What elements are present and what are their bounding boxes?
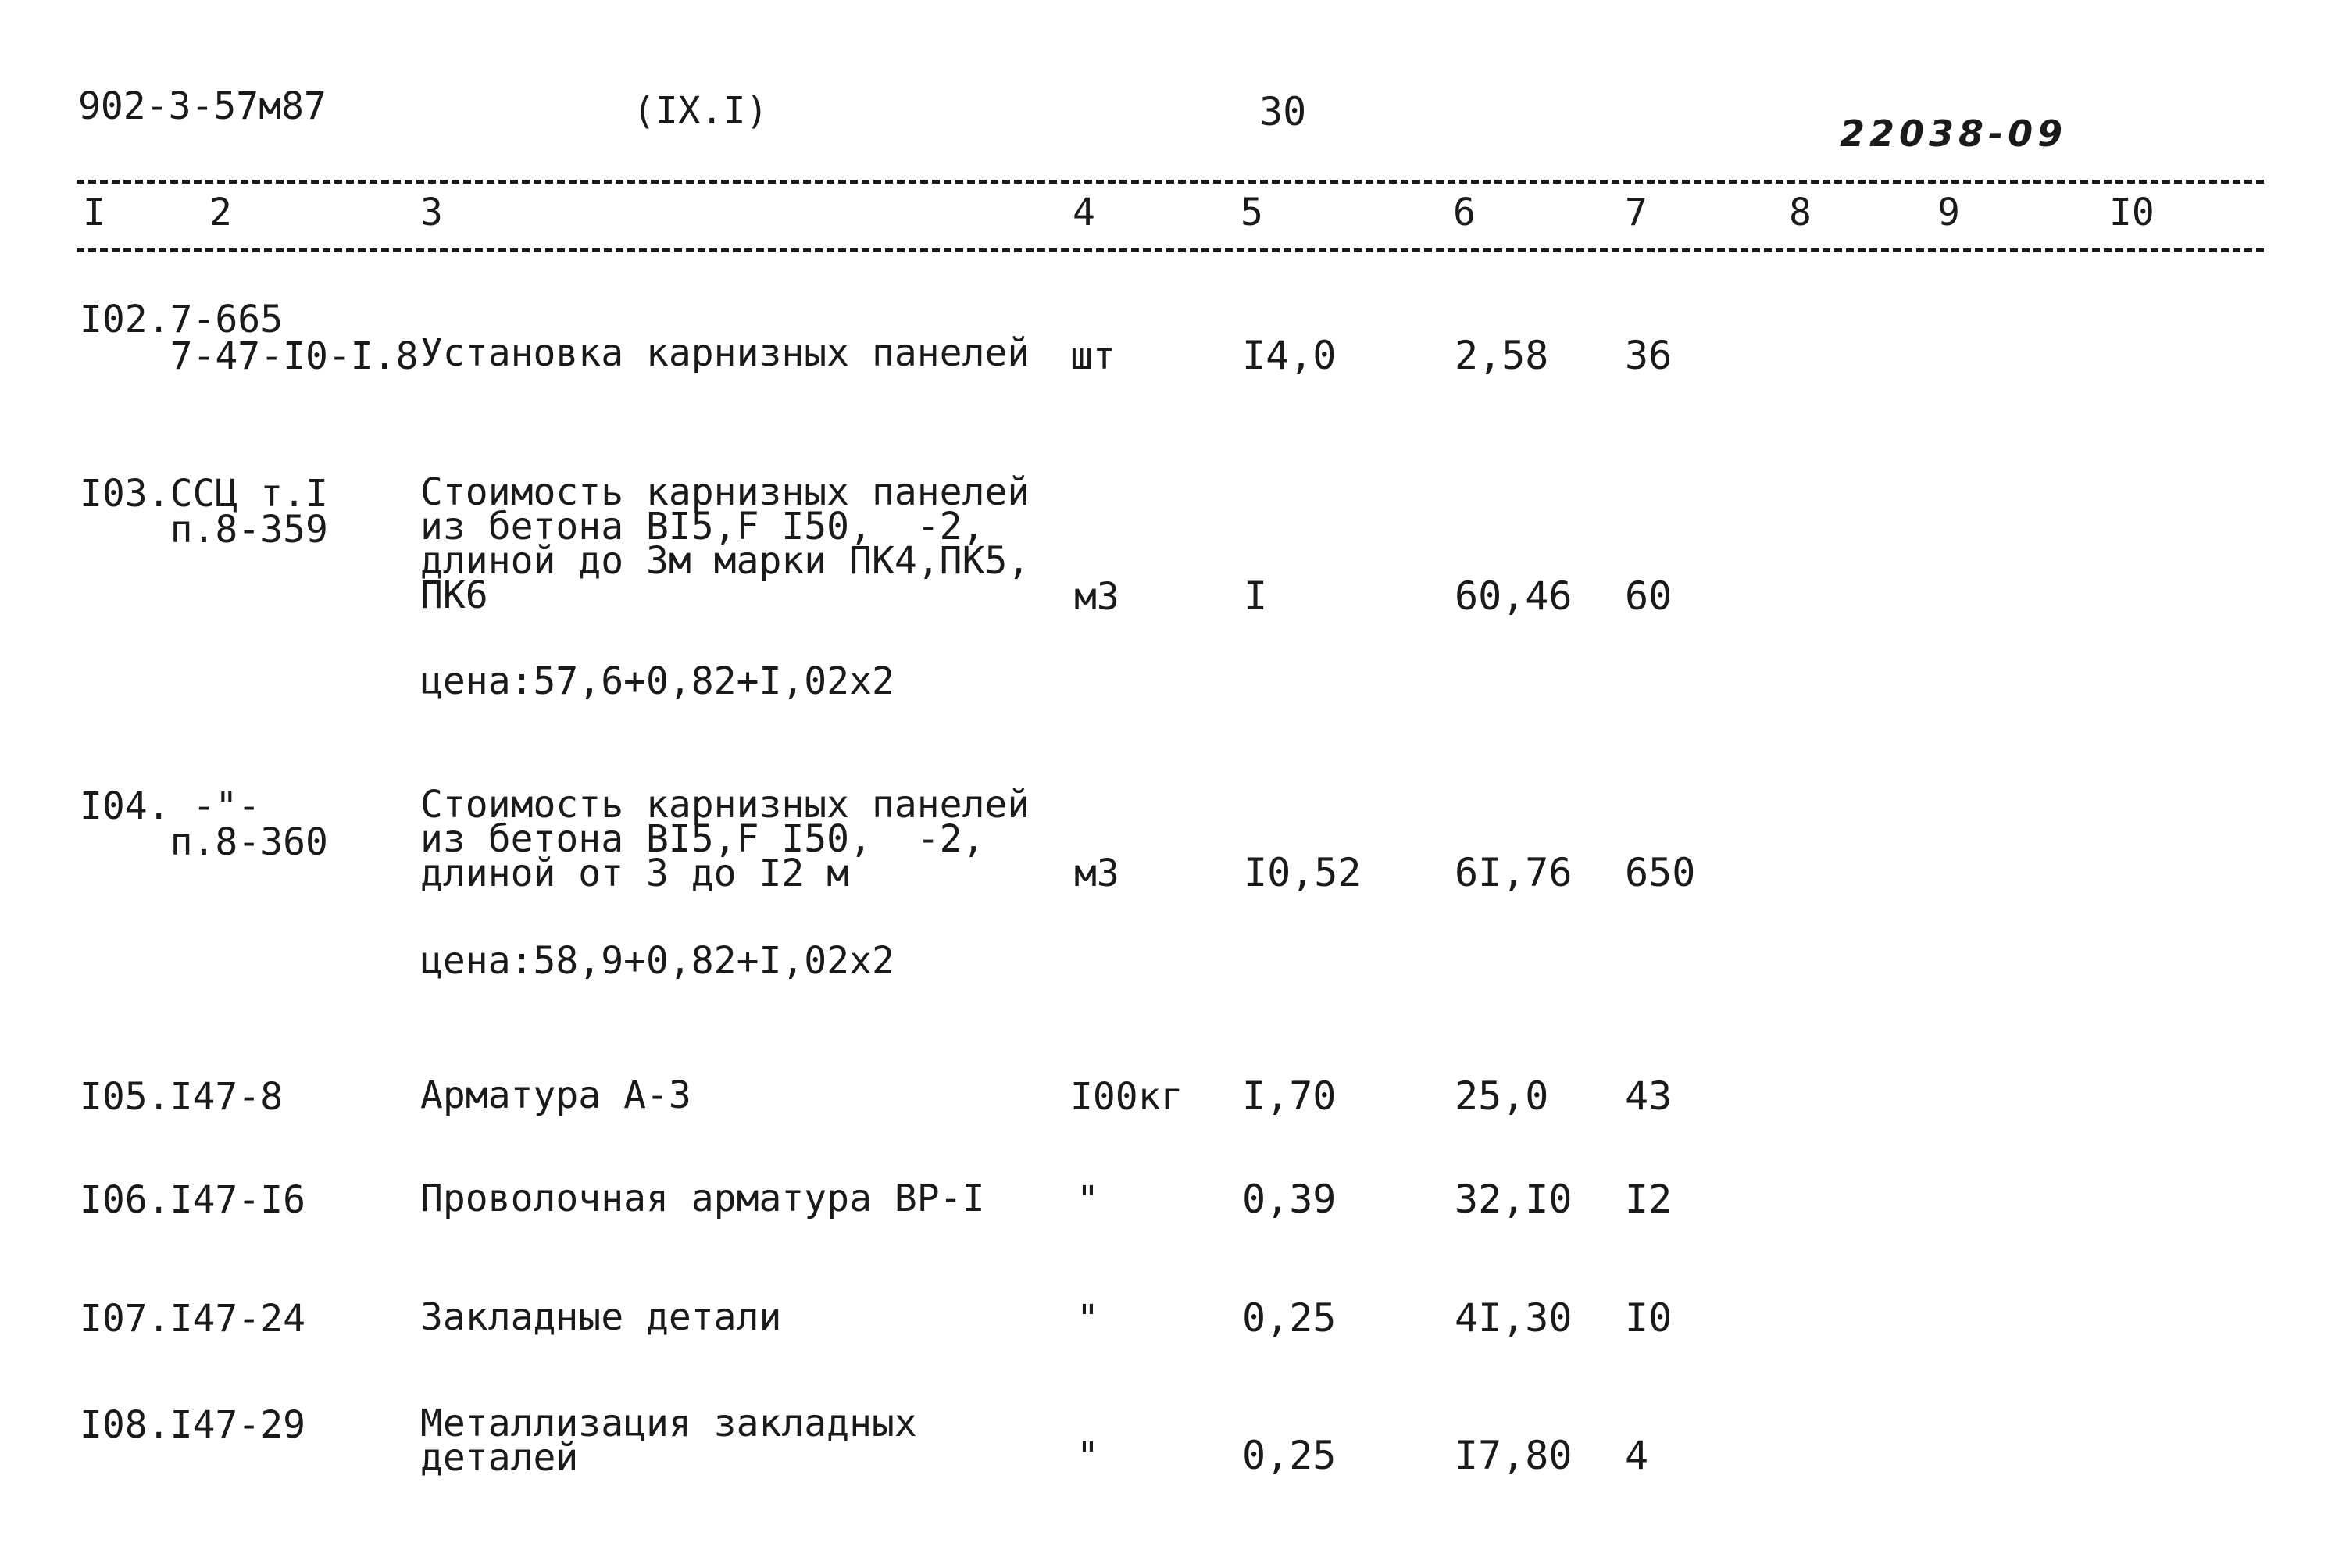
row-quantity: I,70 — [1242, 1073, 1337, 1119]
row-price: 6I,76 — [1455, 850, 1573, 895]
row-description: Стоимость карнизных панелей из бетона BI5,F I50, -2, длиной от 3 до I2 м — [420, 783, 1030, 895]
row-unit: м3 — [1074, 575, 1119, 619]
page-number: 30 — [1259, 89, 1307, 134]
row-unit: " — [1076, 1434, 1099, 1478]
row-quantity: 0,25 — [1242, 1433, 1337, 1478]
row-total: I2 — [1625, 1177, 1673, 1222]
row-total: 43 — [1625, 1073, 1673, 1119]
row-total: I0 — [1625, 1295, 1673, 1341]
row-price: 4I,30 — [1455, 1295, 1573, 1341]
row-price: 60,46 — [1455, 573, 1573, 619]
row-reference: п.8-360 — [80, 820, 328, 864]
row-unit: м3 — [1074, 852, 1119, 895]
row-total: 4 — [1625, 1433, 1649, 1478]
row-quantity: 0,25 — [1242, 1295, 1337, 1341]
column-header-9: 9 — [1937, 191, 1960, 234]
column-header-3: 3 — [420, 191, 443, 234]
row-quantity: 0,39 — [1242, 1177, 1337, 1222]
row-number: I06.I47-I6 — [80, 1178, 305, 1222]
row-unit: шт — [1070, 334, 1116, 378]
row-price: 32,I0 — [1455, 1177, 1573, 1222]
table-top-rule — [77, 180, 2264, 184]
row-price-formula: цена:57,6+0,82+I,02х2 — [420, 659, 894, 703]
row-description: Стоимость карнизных панелей из бетона BI5,F I50, -2, длиной до 3м марки ПК4,ПК5, ПК6 — [420, 470, 1030, 617]
row-reference: п.8-359 — [80, 508, 328, 552]
table-header-rule — [77, 248, 2264, 252]
row-description: Металлизация закладных деталей — [420, 1402, 917, 1480]
column-header-7: 7 — [1625, 191, 1648, 234]
row-total: 650 — [1625, 850, 1696, 895]
column-header-8: 8 — [1789, 191, 1812, 234]
column-header-10: I0 — [2109, 191, 2155, 234]
row-number: I03.ССЦ т.I — [80, 472, 328, 516]
row-description: Закладные детали — [420, 1295, 782, 1339]
row-description: Арматура А-3 — [420, 1073, 691, 1117]
column-header-4: 4 — [1073, 191, 1095, 234]
row-number: I04. -"- — [80, 784, 261, 828]
row-number: I02.7-665 — [80, 298, 284, 341]
handwritten-stamp-number: 22038-09 — [1840, 113, 2068, 155]
row-quantity: I0,52 — [1244, 850, 1362, 895]
column-header-5: 5 — [1241, 191, 1263, 234]
row-reference: 7-47-I0-I.8 — [80, 334, 419, 378]
row-price: 2,58 — [1455, 333, 1549, 378]
row-unit: I00кг — [1070, 1075, 1184, 1119]
row-number: I08.I47-29 — [80, 1403, 305, 1447]
row-price-formula: цена:58,9+0,82+I,02х2 — [420, 939, 894, 983]
column-header-6: 6 — [1453, 191, 1476, 234]
row-description: Установка карнизных панелей — [420, 331, 1030, 375]
row-unit: " — [1076, 1178, 1099, 1222]
row-unit: " — [1076, 1297, 1099, 1341]
row-number: I05.I47-8 — [80, 1075, 284, 1119]
row-description: Проволочная арматура ВР-I — [420, 1177, 985, 1220]
row-total: 36 — [1625, 333, 1673, 378]
document-code: 902-3-57м87 — [78, 84, 327, 128]
row-price: I7,80 — [1455, 1433, 1573, 1478]
section-code: (IX.I) — [633, 89, 769, 133]
column-header-1: I — [83, 191, 105, 234]
row-number: I07.I47-24 — [80, 1297, 305, 1341]
row-quantity: I — [1244, 573, 1268, 619]
row-price: 25,0 — [1455, 1073, 1549, 1119]
row-quantity: I4,0 — [1242, 333, 1337, 378]
column-header-2: 2 — [209, 191, 232, 234]
row-total: 60 — [1625, 573, 1673, 619]
